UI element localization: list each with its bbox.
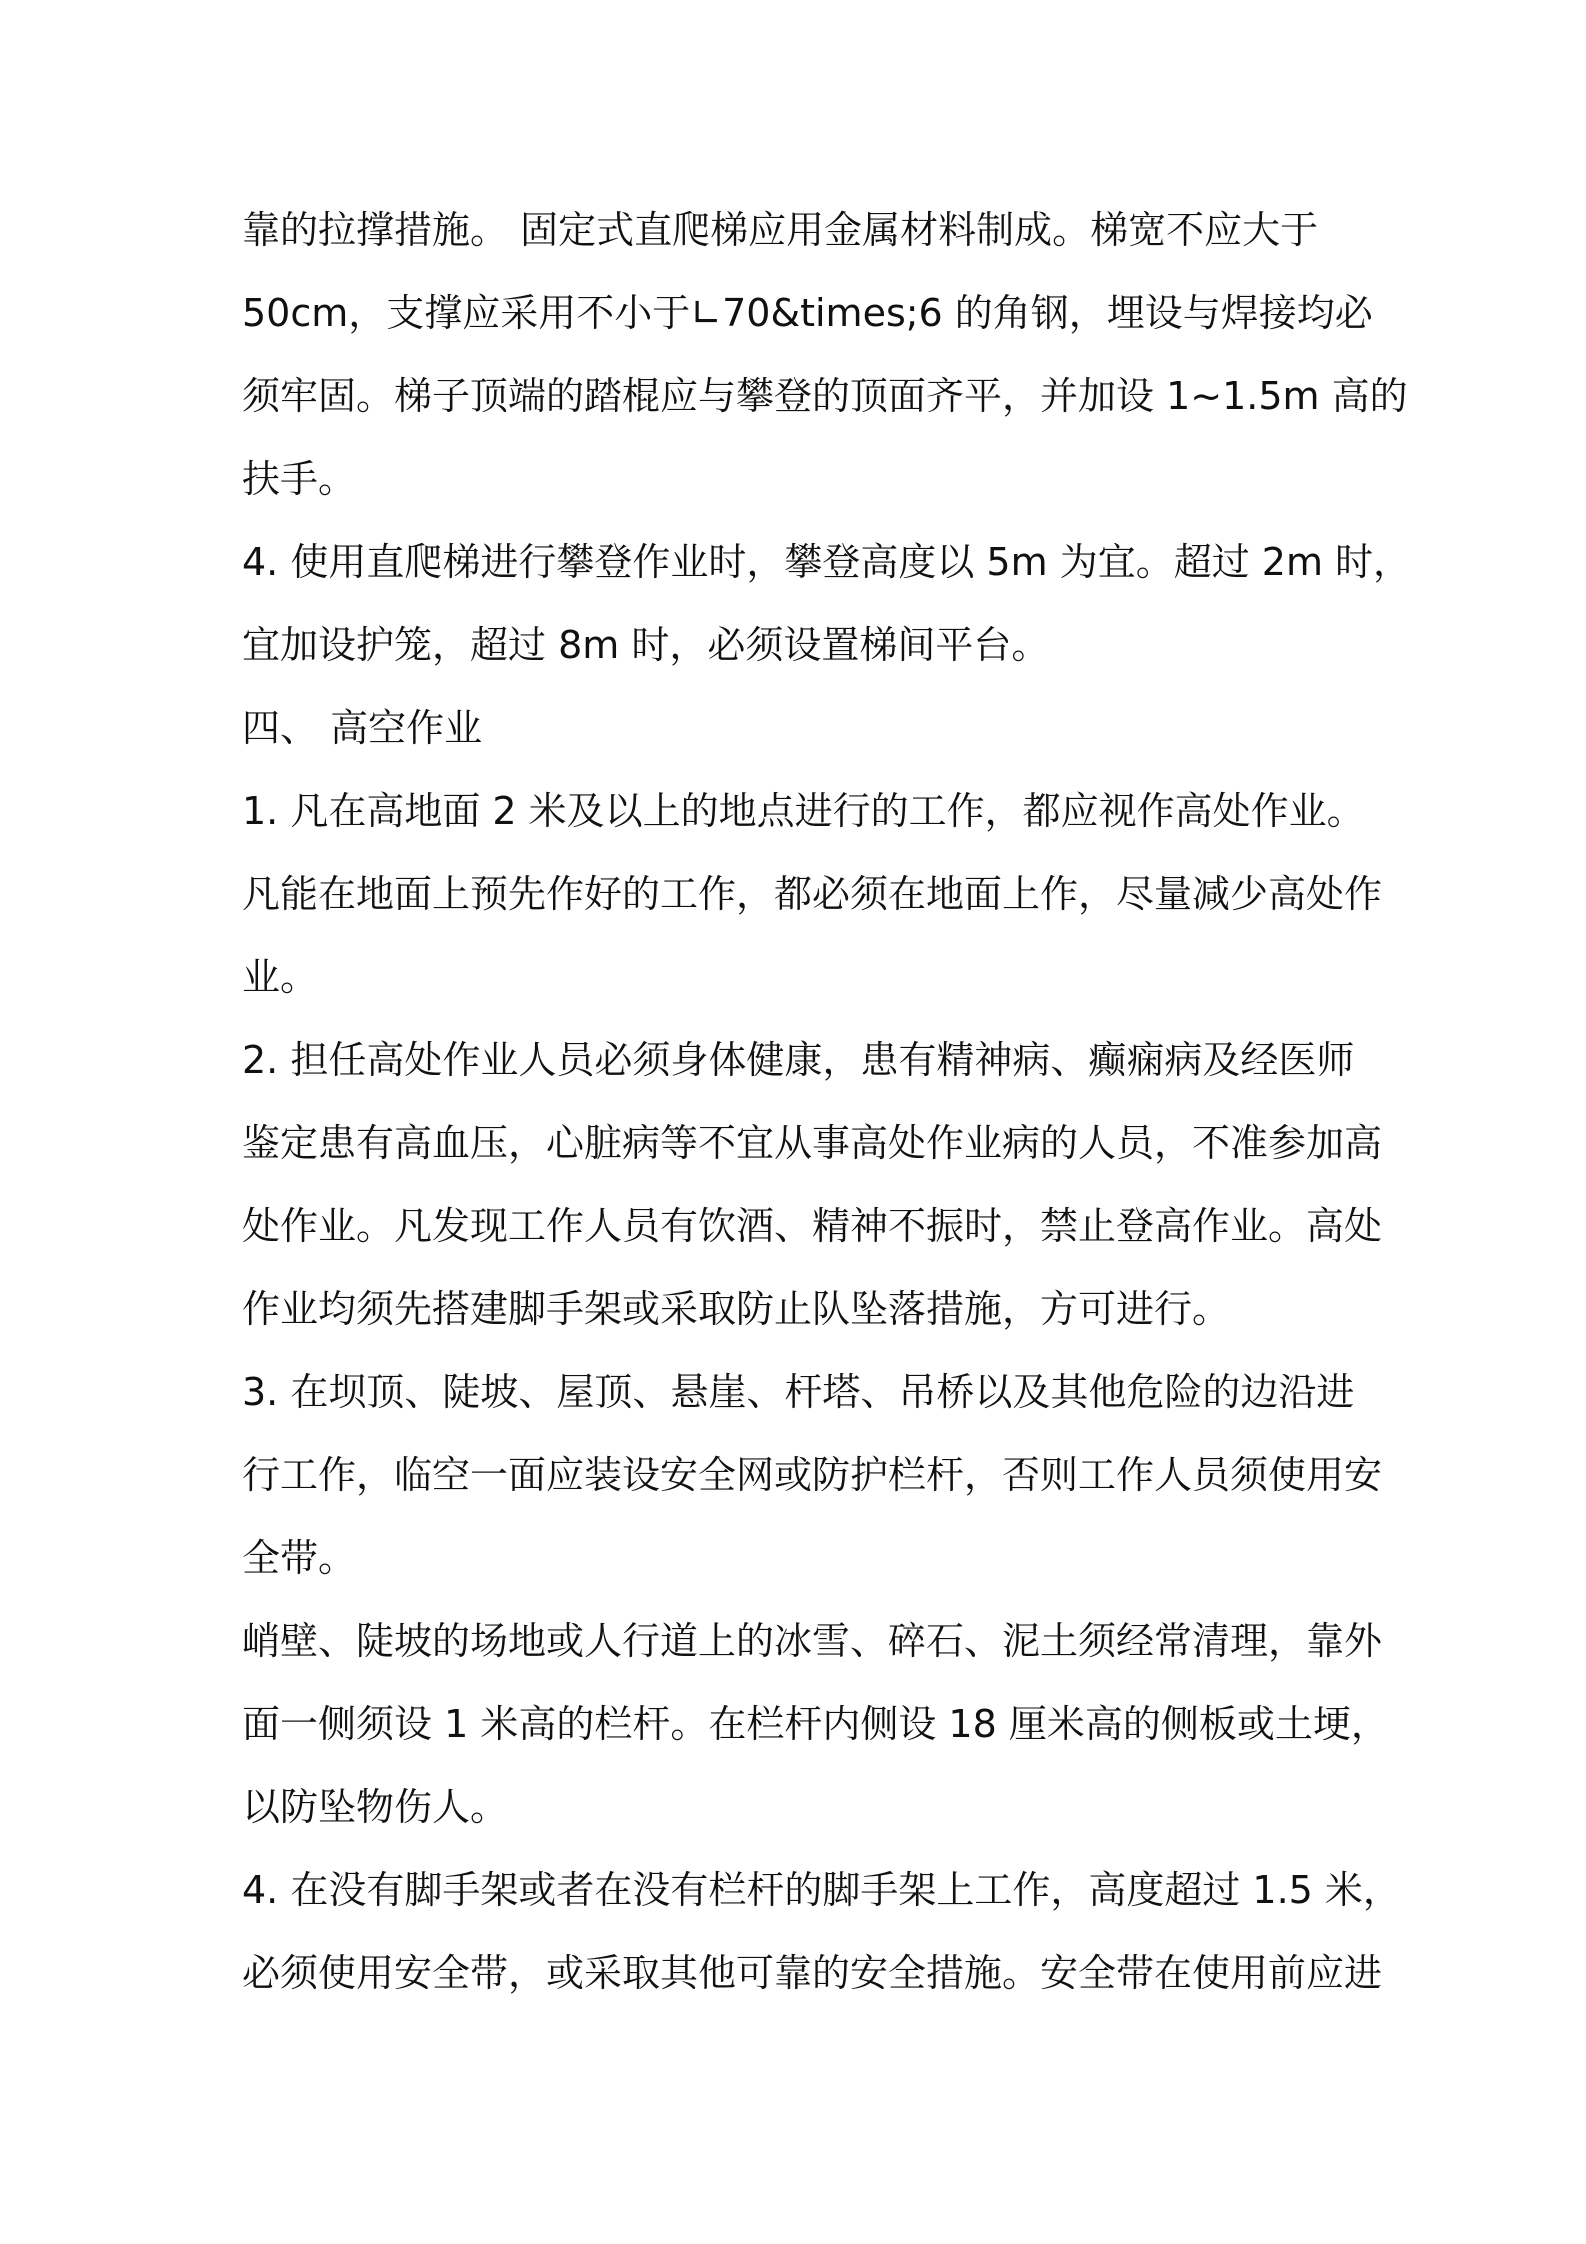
text-line-21: 4. 在没有脚手架或者在没有栏杆的脚手架上工作，高度超过 1.5 米， bbox=[242, 1868, 1401, 1912]
text-line-16: 行工作，临空一面应装设安全网或防护栏杆，否则工作人员须使用安 bbox=[242, 1453, 1383, 1497]
text-line-2: 50cm，支撑应采用不小于∟70&times;6 的角钢，埋设与焊接均必 bbox=[242, 291, 1373, 335]
text-line-14: 作业均须先搭建脚手架或采取防止队坠落措施，方可进行。 bbox=[242, 1287, 1231, 1331]
text-line-20: 以防坠物伤人。 bbox=[242, 1785, 509, 1829]
text-line-4: 扶手。 bbox=[242, 457, 357, 501]
text-line-9: 凡能在地面上预先作好的工作，都必须在地面上作，尽量减少高处作 bbox=[242, 872, 1383, 916]
text-line-18: 峭壁、陡坡的场地或人行道上的冰雪、碎石、泥土须经常清理，靠外 bbox=[242, 1619, 1383, 1663]
text-line-10: 业。 bbox=[242, 955, 319, 999]
text-line-5: 4. 使用直爬梯进行攀登作业时，攀登高度以 5m 为宜。超过 2m 时， bbox=[242, 540, 1412, 584]
text-line-3: 须牢固。梯子顶端的踏棍应与攀登的顶面齐平，并加设 1~1.5m 高的 bbox=[242, 374, 1408, 418]
text-line-13: 处作业。凡发现工作人员有饮酒、精神不振时，禁止登高作业。高处 bbox=[242, 1204, 1383, 1248]
text-line-15: 3. 在坝顶、陡坡、屋顶、悬崖、杆塔、吊桥以及其他危险的边沿进 bbox=[242, 1370, 1355, 1414]
text-line-6: 宜加设护笼，超过 8m 时，必须设置梯间平台。 bbox=[242, 623, 1050, 667]
text-line-19: 面一侧须设 1 米高的栏杆。在栏杆内侧设 18 厘米高的侧板或土埂， bbox=[242, 1702, 1389, 1746]
text-line-12: 鉴定患有高血压，心脏病等不宜从事高处作业病的人员，不准参加高 bbox=[242, 1121, 1383, 1165]
text-line-1: 靠的拉撑措施。 固定式直爬梯应用金属材料制成。梯宽不应大于 bbox=[242, 208, 1319, 252]
text-line-8: 1. 凡在高地面 2 米及以上的地点进行的工作，都应视作高处作业。 bbox=[242, 789, 1365, 833]
text-line-17: 全带。 bbox=[242, 1536, 357, 1580]
text-line-22: 必须使用安全带，或采取其他可靠的安全措施。安全带在使用前应进 bbox=[242, 1951, 1383, 1995]
section-heading: 四、 高空作业 bbox=[242, 706, 483, 750]
text-line-11: 2. 担任高处作业人员必须身体健康，患有精神病、癫痫病及经医师 bbox=[242, 1038, 1355, 1082]
